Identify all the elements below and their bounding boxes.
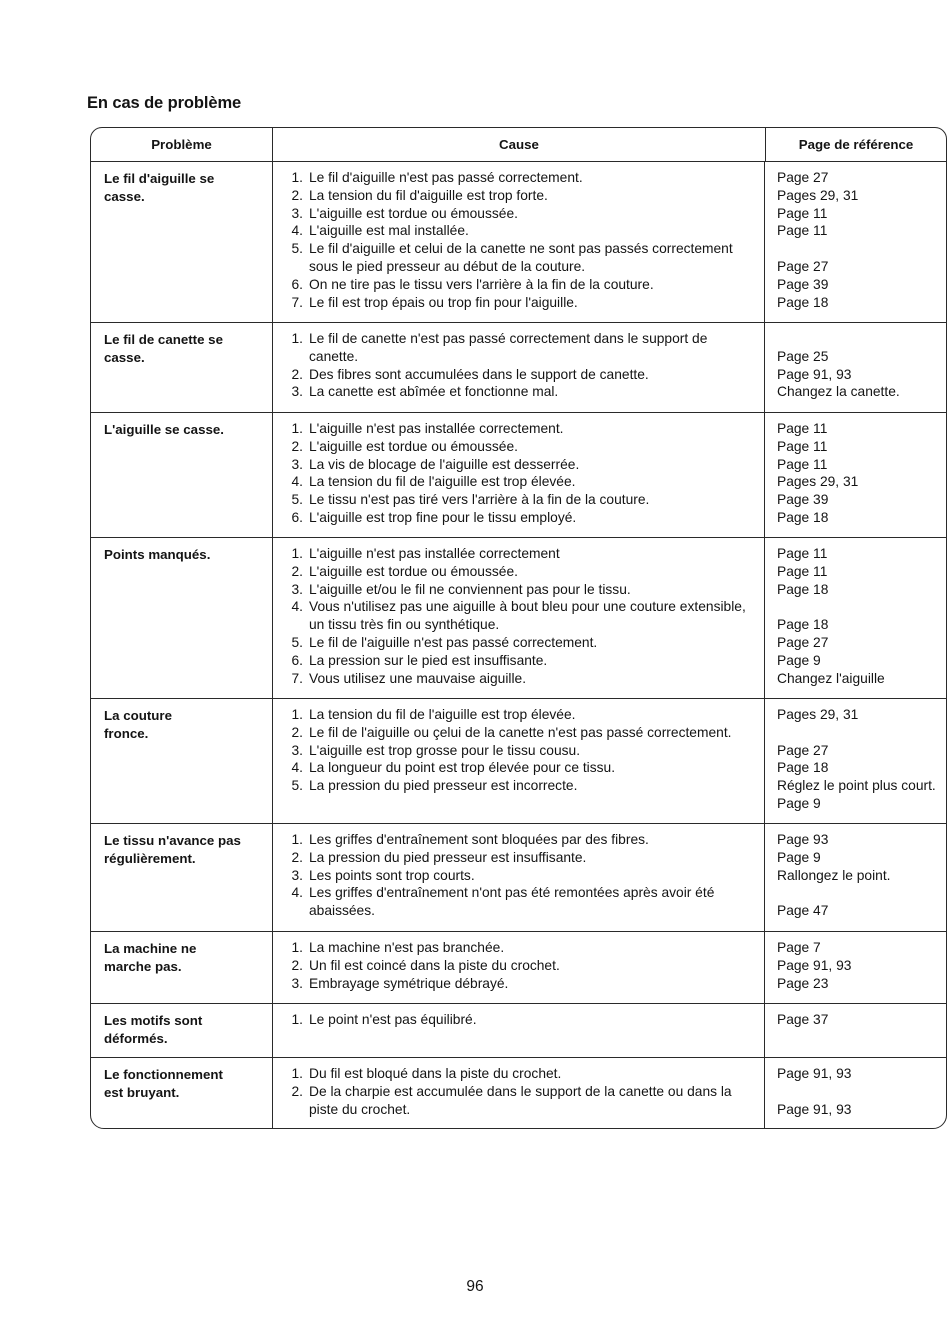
problem-cell: Le fil de canette se casse.	[104, 332, 223, 365]
problem-cell: Points manqués.	[104, 547, 211, 562]
cause-number: 2.	[291, 563, 303, 579]
cause-text: Le fil de l'aiguille n'est pas passé correctement.	[309, 634, 598, 650]
cause-text: Le fil d'aiguille et celui de la canette ne sont pas passés correctement sous le pied presseur au début de la couture.	[309, 241, 733, 274]
cause-number: 1.	[291, 331, 303, 346]
page-title: En cas de problème	[87, 94, 242, 112]
cause-number: 3.	[291, 205, 303, 221]
table-header	[91, 128, 946, 162]
cause-item	[273, 456, 764, 474]
cause-number: 6.	[291, 652, 303, 668]
header-page: Page de référence	[765, 128, 946, 161]
problem-cell: La couture fronce.	[104, 708, 172, 741]
cause-text: L'aiguille est trop grosse pour le tissu cousu.	[309, 742, 581, 758]
cause-item	[273, 330, 764, 366]
cause-number: 1.	[291, 1012, 303, 1027]
cause-number: 5.	[291, 634, 303, 650]
cause-number: 5.	[291, 778, 303, 794]
cause-number: 2.	[291, 957, 303, 973]
cause-text: L'aiguille est tordue ou émoussée.	[309, 205, 518, 221]
page-reference-cell: Page 7 Page 91, 93 Page 23	[764, 932, 946, 1003]
cause-item	[273, 187, 764, 205]
cause-number: 1.	[291, 940, 303, 955]
cause-text: Le fil est trop épais ou trop fin pour l'aiguille.	[309, 294, 578, 310]
cause-item	[273, 867, 764, 885]
problem-cell: La machine ne marche pas.	[104, 941, 197, 974]
cause-item	[273, 545, 764, 563]
cause-item	[273, 383, 764, 401]
cause-text: La machine n'est pas branchée.	[309, 940, 505, 955]
cause-item	[273, 849, 764, 867]
cause-item	[273, 742, 764, 760]
page-number: 96	[466, 1278, 484, 1295]
cause-number: 4.	[291, 223, 303, 239]
page-reference-cell: Page 27 Pages 29, 31 Page 11 Page 11 Page 27 Page 39 Page 18	[764, 162, 946, 322]
page-reference-cell: Page 93 Page 9 Rallongez le point. Page 47	[764, 824, 946, 931]
cause-number: 1.	[291, 546, 303, 561]
cause-item	[273, 975, 764, 993]
table-row	[91, 932, 946, 1004]
cause-number: 1.	[291, 707, 303, 722]
page-reference-cell: Page 37	[764, 1004, 946, 1057]
cause-text: Le fil d'aiguille n'est pas passé correctement.	[309, 170, 583, 185]
cause-item	[273, 634, 764, 652]
cause-number: 4.	[291, 599, 303, 615]
cause-text: L'aiguille est tordue ou émoussée.	[309, 438, 518, 454]
cause-cell	[272, 538, 764, 698]
cause-cell	[272, 932, 764, 1003]
table-row	[91, 162, 946, 323]
cause-number: 2.	[291, 849, 303, 865]
cause-number: 4.	[291, 474, 303, 490]
cause-text: Le tissu n'est pas tiré vers l'arrière à la fin de la couture.	[309, 492, 650, 508]
cause-text: La vis de blocage de l'aiguille est desserrée.	[309, 456, 580, 472]
cause-text: L'aiguille est mal installée.	[309, 223, 469, 239]
cause-item	[273, 706, 764, 724]
table-row	[91, 538, 946, 699]
cause-text: L'aiguille est tordue ou émoussée.	[309, 563, 518, 579]
cause-text: L'aiguille est trop fine pour le tissu employé.	[309, 509, 577, 525]
cause-text: Vous n'utilisez pas une aiguille à bout bleu pour une couture extensible, un tissu très fin ou synthétique.	[309, 599, 746, 633]
cause-text: Les points sont trop courts.	[309, 867, 475, 883]
cause-number: 1.	[291, 170, 303, 185]
cause-number: 6.	[291, 509, 303, 525]
table-body	[91, 162, 946, 1128]
cause-text: L'aiguille n'est pas installée correctement	[309, 546, 560, 561]
table-row	[91, 1058, 946, 1128]
cause-text: La tension du fil de l'aiguille est trop élevée.	[309, 474, 576, 490]
cause-number: 3.	[291, 384, 303, 400]
cause-item	[273, 169, 764, 187]
cause-item	[273, 438, 764, 456]
cause-item	[273, 509, 764, 527]
cause-item	[273, 366, 764, 384]
cause-text: On ne tire pas le tissu vers l'arrière à la fin de la couture.	[309, 276, 654, 292]
cause-text: Vous utilisez une mauvaise aiguille.	[309, 670, 527, 686]
cause-cell	[272, 323, 764, 412]
cause-item	[273, 240, 764, 276]
cause-item	[273, 777, 764, 795]
problem-cell: L'aiguille se casse.	[104, 422, 224, 437]
cause-cell	[272, 824, 764, 931]
cause-number: 2.	[291, 366, 303, 382]
cause-item	[273, 598, 764, 634]
cause-cell	[272, 1004, 764, 1057]
cause-number: 2.	[291, 187, 303, 203]
cause-item	[273, 563, 764, 581]
cause-item	[273, 652, 764, 670]
page-reference-cell: Page 11 Page 11 Page 11 Pages 29, 31 Page 39 Page 18	[764, 413, 946, 537]
problem-cell: Le fil d'aiguille se casse.	[104, 171, 215, 204]
cause-item	[273, 276, 764, 294]
page-reference-cell: Page 25 Page 91, 93 Changez la canette.	[764, 323, 946, 412]
cause-text: Le fil de canette n'est pas passé correctement dans le support de canette.	[309, 331, 708, 364]
cause-cell	[272, 413, 764, 537]
cause-text: La longueur du point est trop élevée pour ce tissu.	[309, 760, 616, 776]
cause-item	[273, 473, 764, 491]
page-reference-cell: Page 91, 93 Page 91, 93	[764, 1058, 946, 1128]
cause-item	[273, 491, 764, 509]
cause-item	[273, 1065, 764, 1083]
cause-item	[273, 205, 764, 223]
header-cause: Cause	[272, 128, 765, 161]
cause-item	[273, 957, 764, 975]
cause-number: 5.	[291, 241, 303, 257]
cause-text: La pression sur le pied est insuffisante.	[309, 652, 548, 668]
cause-item	[273, 670, 764, 688]
cause-text: Le fil de l'aiguille ou çelui de la canette n'est pas passé correctement.	[309, 724, 732, 740]
cause-text: La tension du fil de l'aiguille est trop élevée.	[309, 707, 576, 722]
cause-item	[273, 420, 764, 438]
table-row	[91, 413, 946, 538]
cause-item	[273, 939, 764, 957]
cause-text: Le point n'est pas équilibré.	[309, 1012, 477, 1027]
troubleshooting-table	[90, 127, 947, 1129]
cause-text: Les griffes d'entraînement n'ont pas été remontées après avoir été abaissées.	[309, 885, 715, 919]
cause-number: 3.	[291, 456, 303, 472]
cause-number: 4.	[291, 885, 303, 901]
cause-item	[273, 831, 764, 849]
table-row	[91, 1004, 946, 1058]
cause-text: La pression du pied presseur est insuffisante.	[309, 849, 587, 865]
cause-text: La tension du fil d'aiguille est trop forte.	[309, 187, 548, 203]
cause-text: Du fil est bloqué dans la piste du crochet.	[309, 1066, 562, 1081]
page-reference-cell: Pages 29, 31 Page 27 Page 18 Réglez le point plus court. Page 9	[764, 699, 946, 823]
cause-cell	[272, 1058, 764, 1128]
cause-text: L'aiguille n'est pas installée correctement.	[309, 421, 564, 436]
cause-number: 1.	[291, 421, 303, 436]
cause-number: 2.	[291, 724, 303, 740]
table-row	[91, 824, 946, 932]
cause-number: 1.	[291, 832, 303, 847]
problem-cell: Les motifs sont déformés.	[104, 1013, 203, 1046]
cause-item	[273, 581, 764, 599]
cause-item	[273, 1083, 764, 1119]
cause-number: 2.	[291, 438, 303, 454]
cause-text: Embrayage symétrique débrayé.	[309, 975, 509, 991]
cause-number: 7.	[291, 294, 303, 310]
cause-number: 1.	[291, 1066, 303, 1081]
cause-text: Un fil est coincé dans la piste du crochet.	[309, 957, 560, 973]
table-row	[91, 323, 946, 413]
table-row	[91, 699, 946, 824]
cause-item	[273, 724, 764, 742]
cause-text: Des fibres sont accumulées dans le support de canette.	[309, 366, 649, 382]
cause-number: 3.	[291, 975, 303, 991]
cause-text: De la charpie est accumulée dans le support de la canette ou dans la piste du crochet.	[309, 1083, 732, 1117]
cause-number: 7.	[291, 670, 303, 686]
page-reference-cell: Page 11 Page 11 Page 18 Page 18 Page 27 Page 9 Changez l'aiguille	[764, 538, 946, 698]
cause-cell	[272, 162, 764, 322]
cause-number: 2.	[291, 1083, 303, 1099]
header-probleme: Problème	[151, 137, 212, 152]
cause-number: 4.	[291, 760, 303, 776]
cause-text: L'aiguille et/ou le fil ne conviennent pas pour le tissu.	[309, 581, 631, 597]
cause-number: 5.	[291, 492, 303, 508]
cause-item	[273, 294, 764, 312]
cause-number: 6.	[291, 276, 303, 292]
cause-cell	[272, 699, 764, 823]
cause-text: La pression du pied presseur est incorrecte.	[309, 778, 578, 794]
cause-number: 3.	[291, 742, 303, 758]
cause-item	[273, 222, 764, 240]
cause-text: La canette est abîmée et fonctionne mal.	[309, 384, 559, 400]
problem-cell: Le tissu n'avance pas régulièrement.	[104, 833, 241, 866]
cause-text: Les griffes d'entraînement sont bloquées par des fibres.	[309, 832, 649, 847]
problem-cell: Le fonctionnement est bruyant.	[104, 1067, 223, 1100]
cause-number: 3.	[291, 581, 303, 597]
cause-item	[273, 884, 764, 920]
cause-item	[273, 1011, 764, 1029]
cause-number: 3.	[291, 867, 303, 883]
cause-item	[273, 759, 764, 777]
